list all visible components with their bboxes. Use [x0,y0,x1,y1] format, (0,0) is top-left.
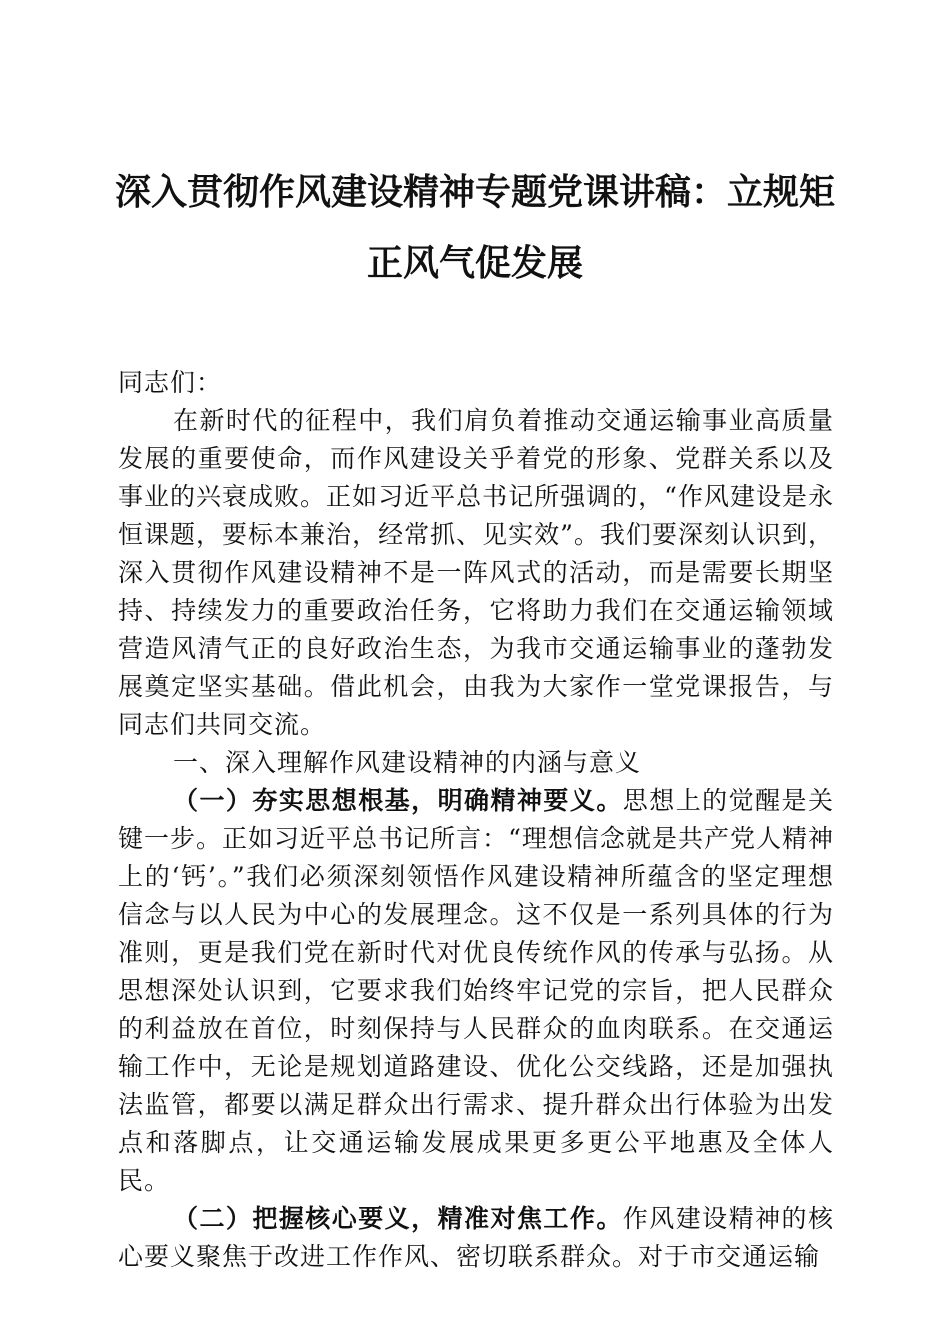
paragraph-intro: 在新时代的征程中，我们肩负着推动交通运输事业高质量发展的重要使命，而作风建设关乎着党的形象、党群关系以及事业的兴衰成败。正如习近平总书记所强调的，“作风建设是永恒课题，要标本兼治，经常抓、见实效”。我们要深刻认识到，深入贯彻作风建设精神不是一阵风式的活动，而是需要长期坚持、持续发力的重要政治任务，它将助力我们在交通运输领域营造风清气正的良好政治生态，为我市交通运输事业的蓬勃发展奠定坚实基础。借此机会，由我为大家作一堂党课报告，与同志们共同交流。 [118,406,834,739]
paragraph-section-1 [118,782,834,1200]
document-body [118,364,834,1276]
section-2-lead: （二）把握核心要义，精准对焦工作。 [173,1204,623,1233]
section-1-lead: （一）夯实思想根基，明确精神要义。 [173,786,623,815]
document-title-line-1: 深入贯彻作风建设精神专题党课讲稿：立规矩 [114,171,835,213]
section-2-body: 作风建设精神的核心要义聚焦于改进工作作风、密切联系群众。对于市交通运输 [118,1204,834,1271]
paragraph-section-2 [118,1200,834,1276]
section-heading-1: 一、深入理解作风建设精神的内涵与意义 [173,748,642,777]
document-title-line-2: 正风气促发展 [366,242,583,284]
section-1-body: 思想上的觉醒是关键一步。正如习近平总书记所言：“理想信念就是共产党人精神上的‘钙’。”我们必须深刻领悟作风建设精神所蕴含的坚定理想信念与以人民为中心的发展理念。这不仅是一系列具体的行为准则，更是我们党在新时代对优良传统作风的传承与弘扬。从思想深处认识到，它要求我们始终牢记党的宗旨，把人民群众的利益放在首位，时刻保持与人民群众的血肉联系。在交通运输工作中，无论是规划道路建设、优化公交线路，还是加强执法监管，都要以满足群众出行需求、提升群众出行体验为出发点和落脚点，让交通运输发展成果更多更公平地惠及全体人民。 [118,786,834,1195]
salutation: 同志们： [118,368,223,397]
